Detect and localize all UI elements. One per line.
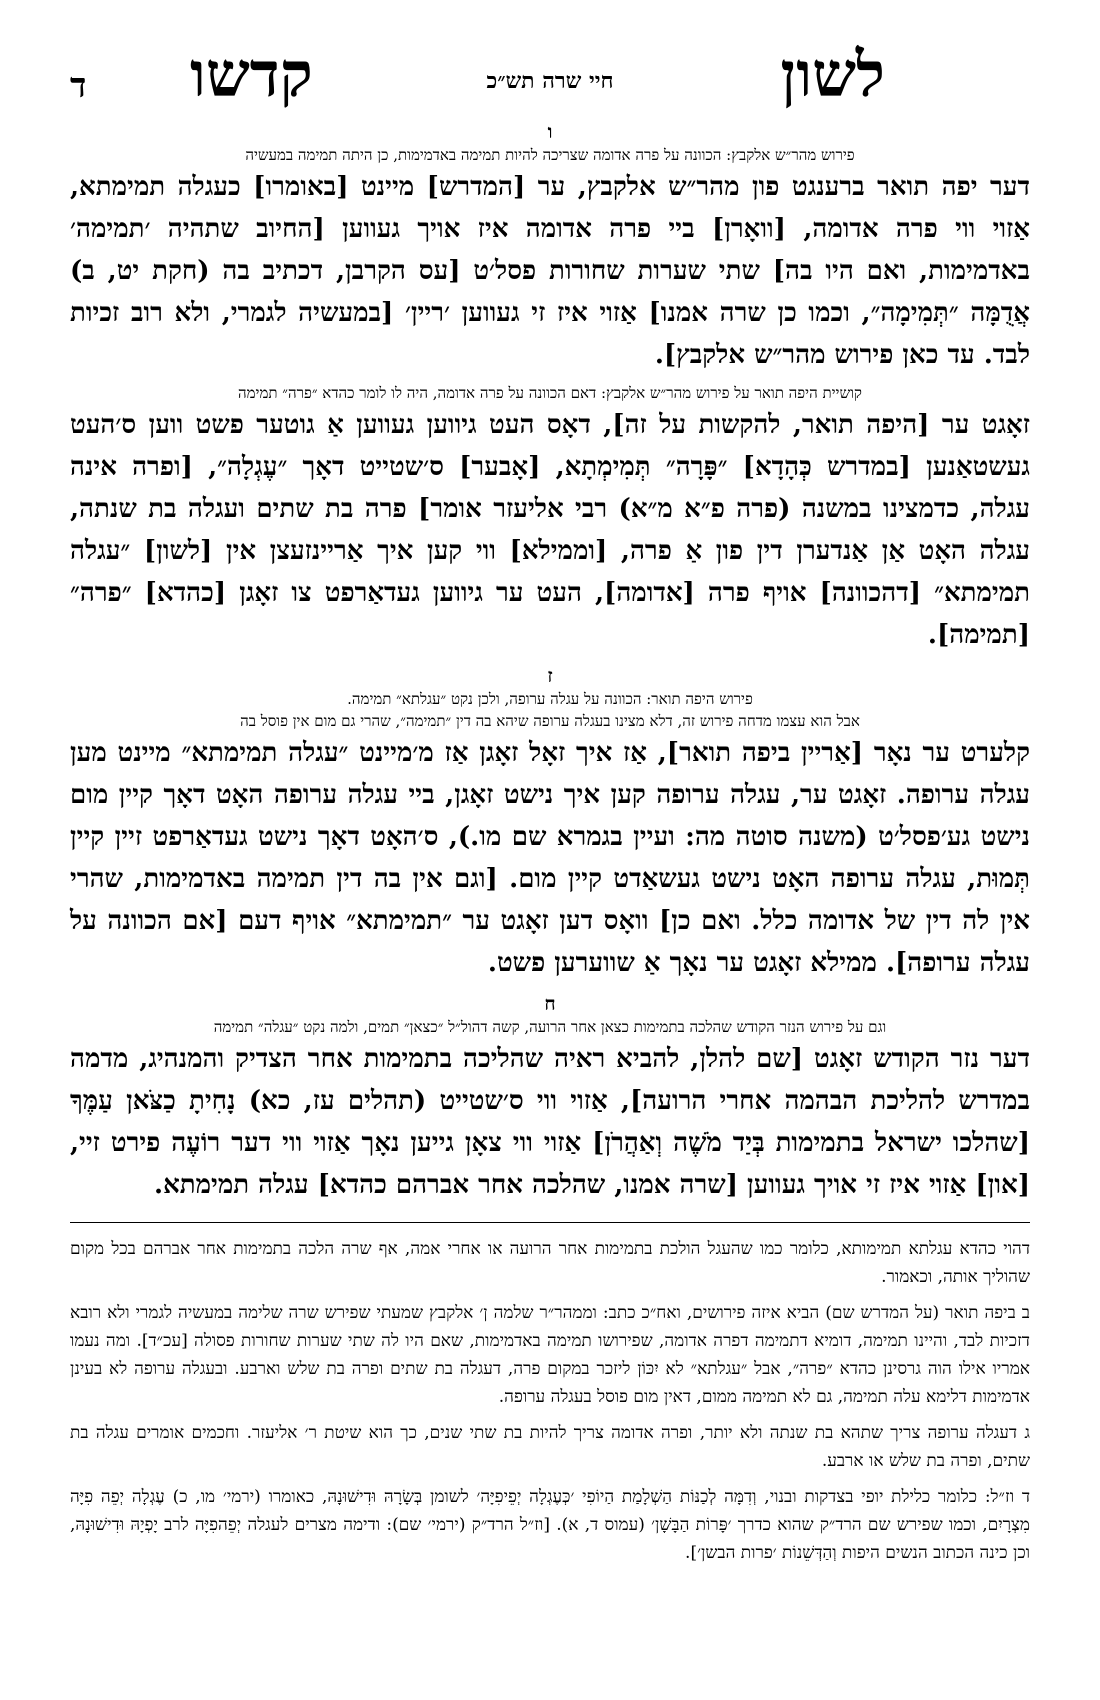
section-zayin xyxy=(70,664,1030,984)
footnote: ג דעגלה ערופה צריך שתהא בת שנתה ולא יותר, ופרה אדומה צריך להיות בת שתי שנים, כך הוא שיטת ר׳ אליעזר. וחכמים אומרים עגלה בת שתים, ופרה בת שלש או ארבע. xyxy=(70,1423,1030,1471)
section-mark: ו xyxy=(547,121,553,143)
page-header xyxy=(70,38,1030,118)
section-subheading: אבל הוא עצמו מדחה פירוש זה, דלא מצינו בעגלה ערופה שיהא בה דין ״תמימה״, שהרי גם מום אין פוסל בה xyxy=(240,712,860,730)
section-body: דער נזר הקודש זאָגט [שם להלן, להביא ראיה שהליכה בתמימות אחר הצדיק והמנהיג, מדמה במדרש להליכת הבהמה אחרי הרועה], אַזוי ווי ס׳שטייט (תהלים עז, כא) נָחִיתָ כַצֹּאן עַמֶּךָ [שהלכו ישראל בתמימות בְּיַד מֹשֶׁה וְאַהֲרֹן] אַזוי ווי צאָן גייען נאָך אַזוי ווי דער רוֹעֶה פירט זיי, [און] אַזוי איז זי אויך געווען [שרה אמנו, שהלכה אחר אברהם כהדא] עגלה תמימתא. xyxy=(70,1044,1030,1200)
section-ches xyxy=(70,992,1030,1206)
main-text xyxy=(70,120,1030,1575)
footnote: דהוי כהדא עגלתא תמימותא, כלומר כמו שהעגל הולכת בתמימות אחר הרועה או אחרי אמה, אף שרה הלכה בתמימות אחר אברהם בכל מקום שהוליך אותה, וכאמור. xyxy=(70,1239,1030,1287)
footnotes xyxy=(70,1235,1030,1567)
section-heading: וגם על פירוש הנזר הקודש שהלכה בתמימות כצאן אחר הרועה, קשה דהול״ל ״כצאן״ תמים, ולמה נקט ״עגלה״ תמימה xyxy=(213,1018,887,1036)
book-title-right: לשון xyxy=(780,38,885,111)
section-mark: ח xyxy=(544,993,556,1015)
footnote: ד וז״ל: כלומר כלילת יופי בצדקות ובנוי, וְדִמָּה לְכַנּוֹת הַשְׁלָמַת הַיוֹפִי ׳כְּעֶגְלָה יְפֵיפִיָּה׳ לשומן בְּשָׂרָהּ וּדִישׁוּנָהּ, כאומרו (ירמי׳ מו, כ) עֶגְלָה יְפֵה פִיָּה מִצְרָיִם, וכמו שפירש שם הרד״ק שהוא כדרך ׳פָּרוֹת הַבָּשָׁן׳ (עמוס ד, א). [וז״ל הרד״ק (ירמי׳ שם): ודימה מצרים לעגלה יְפֵהפִיָּה לרב יָפְיָהּ וּדִישׁוּנָהּ, וכן כינה הכתוב הנשים היפות וְהַדְּשֵׁנוֹת ׳פרות הבשן׳]. xyxy=(70,1487,1030,1563)
section-kushya xyxy=(70,382,1030,656)
book-title-left: קדשו xyxy=(190,38,313,111)
section-heading: פירוש מהר״ש אלקבץ: הכוונה על פרה אדומה שצריכה להיות תמימה באדמימות, כן היתה תמימה במעשיה xyxy=(245,146,855,164)
section-body: קלערט ער נאָר [אַריין ביפה תואר], אַז איך זאָל זאָגן אַז מ׳מיינט ״עגלה תמימתא״ מיינט מען עגלה ערופה. זאָגט ער, עגלה ערופה קען איך נישט זאָגן, ביי עגלה ערופה האָט דאָך קיין מום נישט גע׳פסל׳ט (משנה סוטה מה: ועיין בגמרא שם מו.), ס׳האָט דאָך נישט געדאַרפט זיין קיין תְּמוּת, עגלה ערופה האָט נישט געשאַדט קיין מום. [וגם אין בה דין תמימה באדמימות, שהרי אין לה דין של אדומה כלל. ואם כן] וואָס דען זאָגט ער ״תמימתא״ אויף דעם [אם הכוונה על עגלה ערופה]. ממילא זאָגט ער נאָך אַ שווערען פשט. xyxy=(70,738,1030,978)
page-number-letter: ד xyxy=(70,66,87,106)
section-mark: ז xyxy=(547,665,553,687)
section-body: זאָגט ער [היפה תואר, להקשות על זה], דאָס העט גיווען געווען אַ גוטער פשט ווען ס׳העט געשטאַנען [במדרש כְּהָדָא] ״פָּרָה״ תְּמִימְתָא, [אָבער] ס׳שטייט דאָך ״עֶגְלָה״, [ופרה אינה עגלה, כדמצינו במשנה (פרה פ״א מ״א) רבי אליעזר אומר] פרה בת שתים ועגלה בת שנתה, עגלה האָט אַן אַנדערן דין פון אַ פרה, [וממילא] ווי קען איך אַריינזעצן אין [לשון] ״עגלה תמימתא״ [דהכוונה] אויף פרה [אדומה], העט ער גיווען געדאַרפט צו זאָגן [כהדא] ״פרה״ [תמימה]. xyxy=(70,410,1030,650)
section-heading: פירוש היפה תואר: הכוונה על עגלה ערופה, ולכן נקט ״עגלתא״ תמימה. xyxy=(347,690,753,708)
footnote: ב ביפה תואר (על המדרש שם) הביא איזה פירושים, ואח״כ כתב: וממהר״ר שלמה ן׳ אלקבץ שמעתי שפירש שרה שלימה במעשיה לגמרי ולא רובא דזכיות לבד, והיינו תמימה, דומיא דתמימה דפרה אדומה, שפירושו תמימה באדמימות, שאם היו לה שתי שערות שחורות פסולה [עכ״ד]. ומה נעמו אמריו אילו הוה גרסינן כהדא ״פרה״, אבל ״עגלתא״ לא יִכּוֹן ליזכר במקום פרה, דעגלה בת שתים ופרה בת שלש וארבע. ובעגלה ערופה לא בעינן אדמימות דלימא עלה תמימה, גם לא תמימה ממום, דאין מום פוסל בעגלה ערופה. xyxy=(70,1303,1030,1407)
section-vav xyxy=(70,120,1030,376)
section-body: דער יפה תואר ברענגט פון מהר״ש אלקבץ, ער [המדרש] מיינט [באומרו] כעגלה תמימתא, אַזוי ווי פרה אדומה, [וואָרן] ביי פרה אדומה איז אויך געווען [החיוב שתהיה ׳תמימה׳ באדמימות, ואם היו בה] שתי שערות שחורות פסל׳ט [עס הקרבן, דכתיב בה (חקת יט, ב) אֲדֻמָּה ״תְּמִימָה״, וכמו כן שרה אמנו] אַזוי איז זי געווען ׳ריין׳ [במעשיה לגמרי, ולא רוב זכיות לבד. עד כאן פירוש מהר״ש אלקבץ]. xyxy=(70,172,1030,370)
section-heading: קושיית היפה תואר על פירוש מהר״ש אלקבץ: דאם הכוונה על פרה אדומה, היה לו לומר כהדא ״פרה״ תמימה xyxy=(238,384,862,402)
parsha-year-label: חיי שרה תש״כ xyxy=(486,68,614,94)
footnote-divider xyxy=(70,1222,1030,1223)
